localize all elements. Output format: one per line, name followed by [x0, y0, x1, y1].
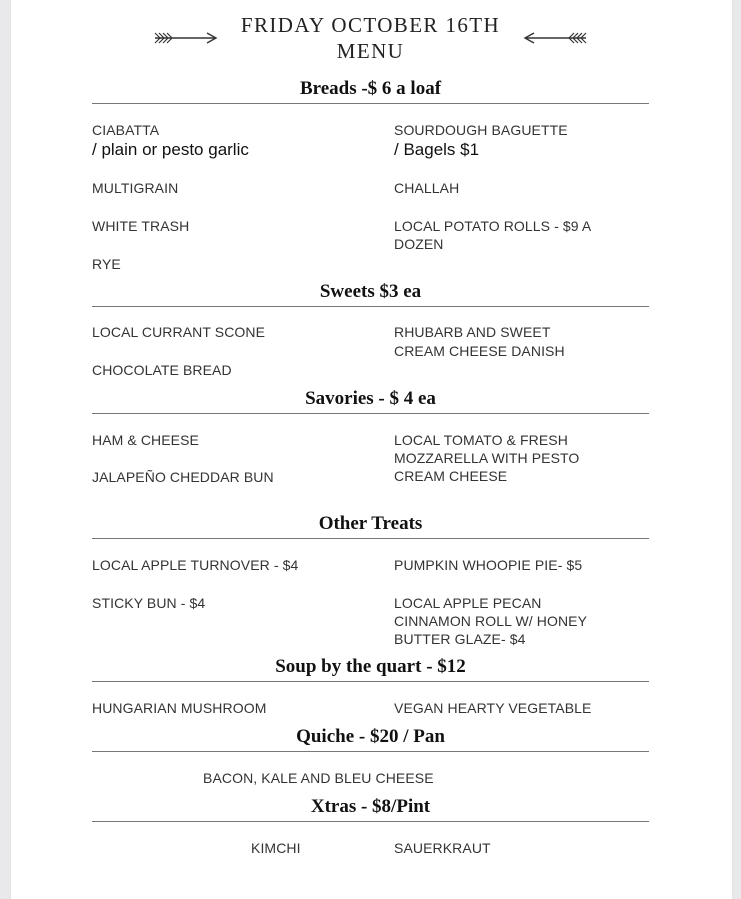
menu-item-note: / plain or pesto garlic: [92, 140, 249, 159]
section-title-savories: Savories - $ 4 ea: [305, 388, 436, 409]
menu-item-rye: RYE: [92, 256, 121, 272]
section-title-soup: Soup by the quart - $12: [275, 656, 466, 677]
menu-item-ciabatta: CIABATTA: [92, 122, 160, 138]
menu-item-apple-pecan-cont: CINNAMON ROLL W/ HONEY: [394, 613, 588, 629]
menu-item-tomato-cont: CREAM CHEESE: [394, 468, 508, 484]
section-title-sweets: Sweets $3 ea: [319, 281, 422, 302]
menu-item-whoopie-pie: PUMPKIN WHOOPIE PIE- $5: [394, 557, 583, 573]
menu-item-vegetable: VEGAN HEARTY VEGETABLE: [394, 700, 592, 716]
menu-item-bacon-kale: BACON, KALE AND BLEU CHEESE: [203, 770, 434, 786]
menu-title: MENU: [336, 39, 405, 63]
menu-item-chocolate-bread: CHOCOLATE BREAD: [92, 362, 232, 378]
menu-item-kimchi: KIMCHI: [251, 840, 301, 856]
divider: [92, 538, 649, 539]
menu-item-apple-pecan-cont: BUTTER GLAZE- $4: [394, 631, 526, 647]
menu-item-potato-rolls-cont: DOZEN: [394, 236, 444, 252]
section-title-other-treats: Other Treats: [318, 513, 423, 534]
section-title-xtras: Xtras - $8/Pint: [310, 796, 431, 817]
menu-title-date: FRIDAY OCTOBER 16TH: [240, 13, 501, 37]
section-title-breads: Breads -$ 6 a loaf: [299, 78, 442, 99]
menu-item-danish: RHUBARB AND SWEET: [394, 324, 551, 340]
menu-item-jalapeno: JALAPEÑO CHEDDAR BUN: [92, 469, 274, 485]
menu-item-challah: CHALLAH: [394, 180, 460, 196]
divider: [92, 681, 649, 682]
menu-item-sauerkraut: SAUERKRAUT: [394, 840, 491, 856]
divider: [92, 751, 649, 752]
menu-item-potato-rolls: LOCAL POTATO ROLLS - $9 A: [394, 218, 592, 234]
menu-item-turnover: LOCAL APPLE TURNOVER - $4: [92, 557, 299, 573]
menu-item-tomato: LOCAL TOMATO & FRESH: [394, 432, 568, 448]
divider: [92, 821, 649, 822]
section-title-quiche: Quiche - $20 / Pan: [296, 726, 445, 747]
menu-item-sourdough: SOURDOUGH BAGUETTE: [394, 122, 568, 138]
divider: [92, 103, 649, 104]
menu-item-mushroom: HUNGARIAN MUSHROOM: [92, 700, 267, 716]
divider: [92, 413, 649, 414]
divider: [92, 306, 649, 307]
menu-item-danish-cont: CREAM CHEESE DANISH: [394, 343, 565, 359]
menu-item-white-trash: WHITE TRASH: [92, 218, 190, 234]
menu-item-tomato-cont: MOZZARELLA WITH PESTO: [394, 450, 580, 466]
menu-item-sticky-bun: STICKY BUN - $4: [92, 595, 206, 611]
menu-item-scone: LOCAL CURRANT SCONE: [92, 324, 266, 340]
menu-item-multigrain: MULTIGRAIN: [92, 180, 179, 196]
menu-item-ham-cheese: HAM & CHEESE: [92, 432, 199, 448]
menu-item-note: / Bagels $1: [394, 140, 480, 159]
menu-item-apple-pecan: LOCAL APPLE PECAN: [394, 595, 542, 611]
